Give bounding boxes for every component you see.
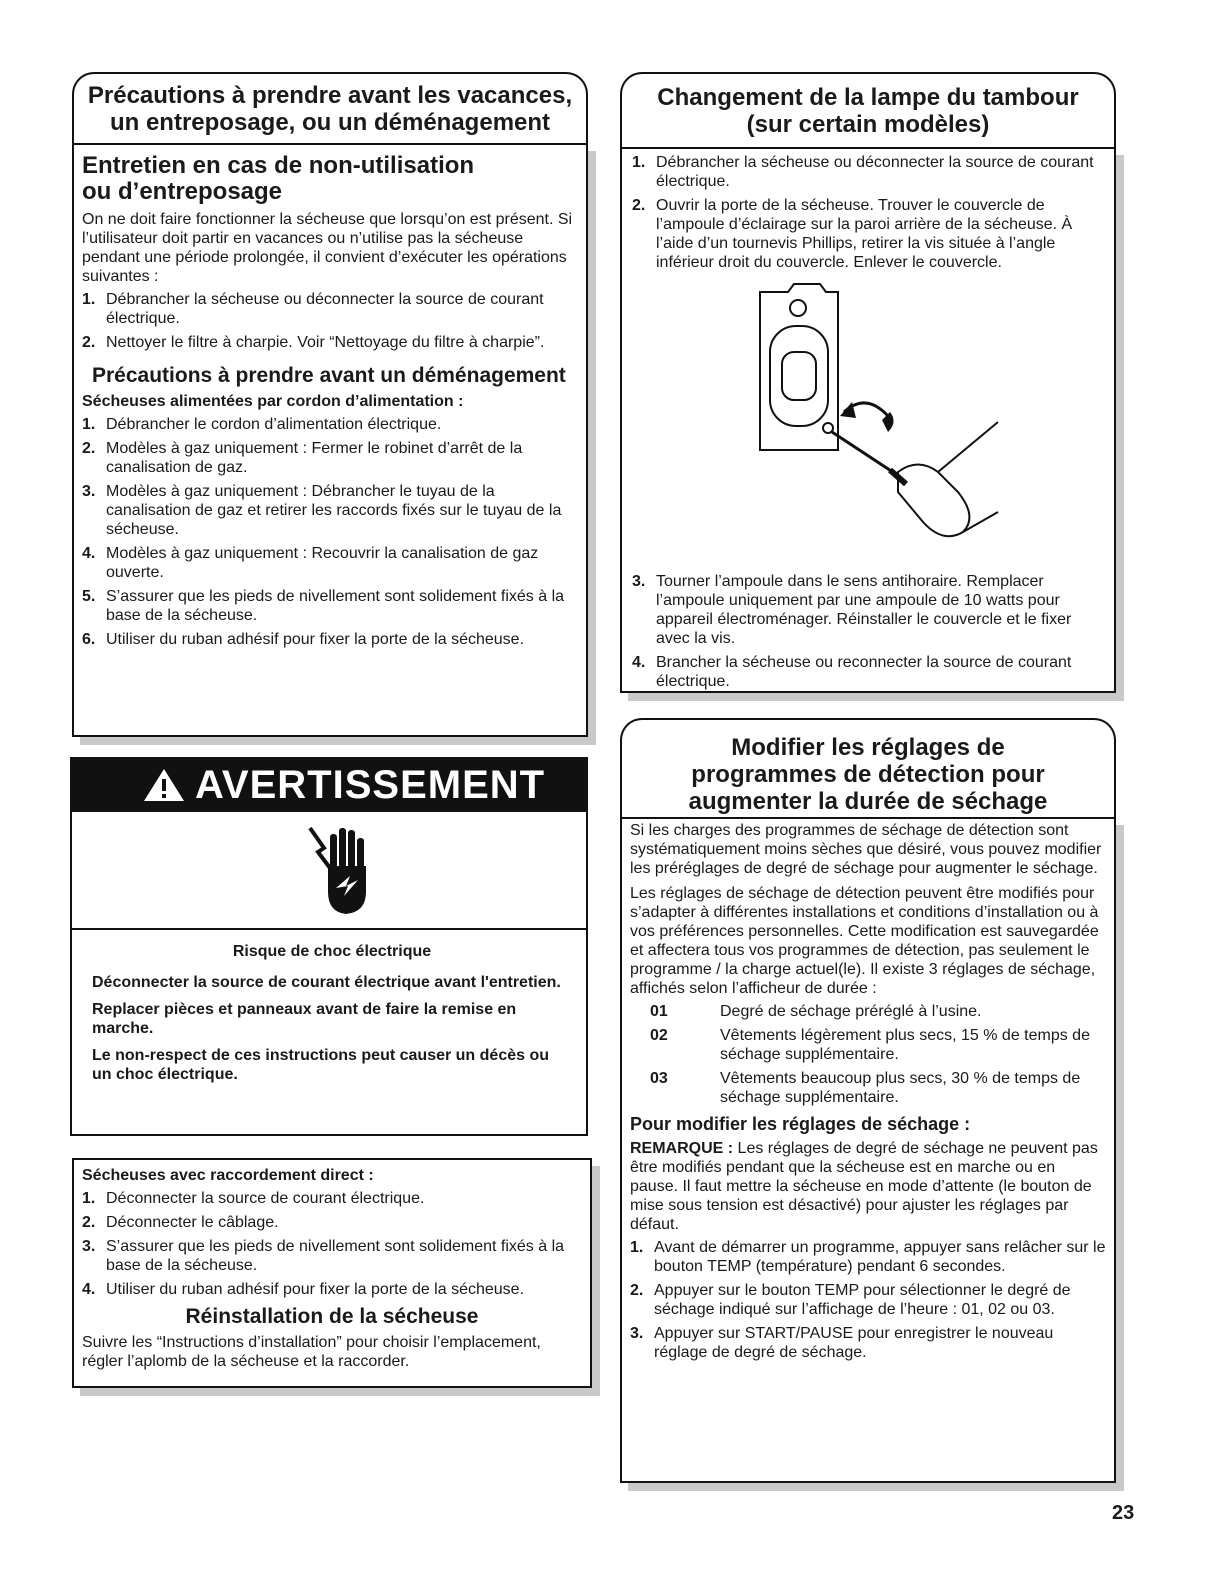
list-item — [650, 1026, 1106, 1064]
step-number: 1. — [82, 416, 96, 433]
step-text: Utiliser du ruban adhésif pour fixer la porte de la sécheuse. — [106, 1281, 525, 1298]
page-number: 23 — [1112, 1502, 1135, 1524]
storage-intro: On ne doit faire fonctionner la sécheuse que lorsqu’on est présent. Si l’utilisateur doit partir en vacances ou n’utilise pas la sécheuse pendant une période prolongée, il convient d’exécuter les opérations suivantes : — [82, 211, 573, 285]
step-text: Brancher la sécheuse ou reconnecter la source de courant électrique. — [656, 654, 1072, 690]
lamp-title-line2: (sur certain modèles) — [746, 111, 990, 138]
list-item — [632, 196, 1104, 272]
list-item — [82, 1237, 582, 1275]
warning-icon-area — [72, 812, 586, 930]
list-item — [650, 1002, 1106, 1021]
step-text: S’assurer que les pieds de nivellement sont solidement fixés à la base de la sécheuse. — [106, 588, 565, 624]
list-item — [82, 544, 576, 582]
dryness-title-line3: augmenter la durée de séchage — [688, 788, 1048, 815]
code-value: 02 — [650, 1027, 668, 1044]
moving-title: Précautions à prendre avant un déménagement — [92, 364, 566, 387]
warning-box — [70, 810, 588, 1136]
step-text: Débrancher le cordon d’alimentation électrique. — [106, 416, 442, 433]
dryness-title-line2: programmes de détection pour — [691, 761, 1045, 788]
moving-steps — [82, 415, 576, 649]
warning-line-2: Replacer pièces et panneaux avant de faire la remise en marche. — [92, 1001, 517, 1037]
lamp-steps-a — [632, 153, 1104, 272]
step-number: 3. — [630, 1325, 644, 1342]
list-item — [82, 333, 576, 352]
dryness-header-tab — [620, 718, 1116, 818]
direct-wire-section — [72, 1158, 592, 1388]
list-item — [82, 1189, 582, 1208]
list-item — [630, 1324, 1106, 1362]
step-text: Ouvrir la porte de la sécheuse. Trouver le couvercle de l’ampoule d’éclairage sur la paroi arrière de la sécheuse. À l’aide d’un tournevis Phillips, retirer la vis située à l’angle inférieur droit du couvercle. Enlever le couvercle. — [656, 197, 1073, 271]
step-text: S’assurer que les pieds de nivellement sont solidement fixés à la base de la sécheuse. — [106, 1238, 565, 1274]
warning-line-3: Le non-respect de ces instructions peut causer un décès ou un choc électrique. — [92, 1047, 550, 1083]
step-text: Modèles à gaz uniquement : Fermer le robinet d’arrêt de la canalisation de gaz. — [106, 440, 523, 476]
step-number: 2. — [82, 1214, 96, 1231]
step-number: 1. — [630, 1239, 644, 1256]
lamp-steps-b — [632, 572, 1104, 691]
step-text: Modèles à gaz uniquement : Débrancher le tuyau de la canalisation de gaz et retirer les raccords fixés sur le tuyau de la sécheuse. — [106, 483, 562, 538]
step-number: 1. — [82, 291, 96, 308]
list-item — [82, 439, 576, 477]
code-value: 03 — [650, 1070, 668, 1087]
step-number: 1. — [82, 1190, 96, 1207]
list-item — [82, 630, 576, 649]
list-item — [82, 415, 576, 434]
step-text: Déconnecter le câblage. — [106, 1214, 279, 1231]
warning-banner-text: AVERTISSEMENT — [195, 763, 546, 807]
storage-steps — [82, 290, 576, 352]
step-number: 2. — [630, 1282, 644, 1299]
step-number: 3. — [82, 483, 96, 500]
step-number: 4. — [82, 545, 96, 562]
warning-text-area — [92, 942, 572, 1084]
note-label: REMARQUE : — [630, 1140, 734, 1157]
lamp-header-tab — [620, 72, 1116, 148]
list-item — [82, 482, 576, 539]
direct-steps — [82, 1189, 582, 1299]
list-item — [630, 1281, 1106, 1319]
step-number: 2. — [82, 334, 96, 351]
moving-subtitle: Sécheuses alimentées par cordon d’alimentation : — [82, 393, 464, 410]
lamp-title-line1: Changement de la lampe du tambour — [657, 84, 1079, 111]
code-text: Degré de séchage préréglé à l’usine. — [720, 1003, 982, 1020]
dryness-intro: Si les charges des programmes de séchage de détection sont systématiquement moins sèches que désiré, vous pouvez modifier les préréglages de degré de séchage pour augmenter le séchage. — [630, 822, 1102, 877]
warning-risk: Risque de choc électrique — [232, 943, 432, 960]
step-text: Avant de démarrer un programme, appuyer sans relâcher sur le bouton TEMP (température) pendant 6 secondes. — [654, 1239, 1106, 1275]
step-text: Débrancher la sécheuse ou déconnecter la source de courant électrique. — [656, 154, 1094, 190]
warning-triangle-icon — [142, 767, 186, 803]
list-item — [632, 653, 1104, 691]
vacation-header-line2: un entreposage, ou un déménagement — [109, 109, 551, 136]
list-item — [650, 1069, 1106, 1107]
list-item — [82, 1280, 582, 1299]
vacation-header-line1: Précautions à prendre avant les vacances, — [87, 82, 573, 109]
dryness-para2: Les réglages de séchage de détection peuvent être modifiés pour s’adapter à différentes installations et conditions d’installation ou à vos préférences personnelles. Cette modification est sauvegardée et affectera tous vos programmes de détection, pas seulement le programme / la charge actuel(le). Il existe 3 réglages de séchage, affichés selon l’afficheur de durée : — [630, 885, 1099, 997]
list-item — [632, 153, 1104, 191]
storage-title-line1: Entretien en cas de non-utilisation — [82, 152, 475, 179]
step-text: Nettoyer le filtre à charpie. Voir “Nettoyage du filtre à charpie”. — [106, 334, 545, 351]
dryness-title-line1: Modifier les réglages de — [731, 734, 1005, 761]
step-number: 4. — [632, 654, 646, 671]
step-text: Déconnecter la source de courant électrique. — [106, 1190, 425, 1207]
step-text: Tourner l’ampoule dans le sens antihoraire. Remplacer l’ampoule uniquement par une ampoule de 10 watts pour appareil électroménager. Réinstaller le couvercle et le fixer avec la vis. — [656, 573, 1072, 647]
dryness-note — [630, 1139, 1106, 1234]
step-number: 3. — [82, 1238, 96, 1255]
dryness-codes — [630, 1002, 1106, 1107]
list-item — [82, 1213, 582, 1232]
step-number: 2. — [632, 197, 646, 214]
code-value: 01 — [650, 1003, 668, 1020]
storage-title-line2: ou d’entreposage — [82, 178, 283, 205]
code-text: Vêtements légèrement plus secs, 15 % de temps de séchage supplémentaire. — [720, 1027, 1090, 1063]
storage-moving-section — [72, 143, 588, 737]
step-text: Appuyer sur le bouton TEMP pour sélectionner le degré de séchage indiqué sur l’affichage de l’heure : 01, 02 ou 03. — [654, 1282, 1071, 1318]
dryness-steps — [630, 1238, 1106, 1362]
code-text: Vêtements beaucoup plus secs, 30 % de temps de séchage supplémentaire. — [720, 1070, 1081, 1106]
direct-subtitle: Sécheuses avec raccordement direct : — [82, 1167, 374, 1184]
step-text: Débrancher la sécheuse ou déconnecter la source de courant électrique. — [106, 291, 544, 327]
list-item — [632, 572, 1104, 648]
step-text: Utiliser du ruban adhésif pour fixer la porte de la sécheuse. — [106, 631, 525, 648]
step-number: 3. — [632, 573, 646, 590]
dryness-how-title: Pour modifier les réglages de séchage : — [630, 1114, 971, 1134]
lamp-cover-illustration — [748, 282, 1008, 562]
vacation-header-tab — [72, 72, 588, 144]
reinstall-text: Suivre les “Instructions d’installation” pour choisir l’emplacement, régler l’aplomb de la sécheuse et la raccorder. — [82, 1334, 541, 1370]
electric-shock-hand-icon — [306, 822, 376, 922]
list-item — [82, 290, 576, 328]
list-item — [630, 1238, 1106, 1276]
note-text: Les réglages de degré de séchage ne peuvent pas être modifiés pendant que la sécheuse est en marche ou en pause. Il faut mettre la sécheuse en mode d’attente (le bouton de mise sous tension est désactivé) pour ajuster les réglages par défaut. — [630, 1140, 1098, 1233]
step-number: 2. — [82, 440, 96, 457]
step-text: Modèles à gaz uniquement : Recouvrir la canalisation de gaz ouverte. — [106, 545, 539, 581]
warning-banner — [70, 757, 588, 811]
step-number: 5. — [82, 588, 96, 605]
list-item — [82, 587, 576, 625]
reinstall-title: Réinstallation de la sécheuse — [185, 1305, 479, 1328]
warning-line-1: Déconnecter la source de courant électrique avant l'entretien. — [92, 974, 561, 991]
lamp-section — [620, 147, 1116, 693]
step-number: 6. — [82, 631, 96, 648]
step-number: 4. — [82, 1281, 96, 1298]
step-text: Appuyer sur START/PAUSE pour enregistrer le nouveau réglage de degré de séchage. — [654, 1325, 1054, 1361]
step-number: 1. — [632, 154, 646, 171]
dryness-section — [620, 817, 1116, 1483]
